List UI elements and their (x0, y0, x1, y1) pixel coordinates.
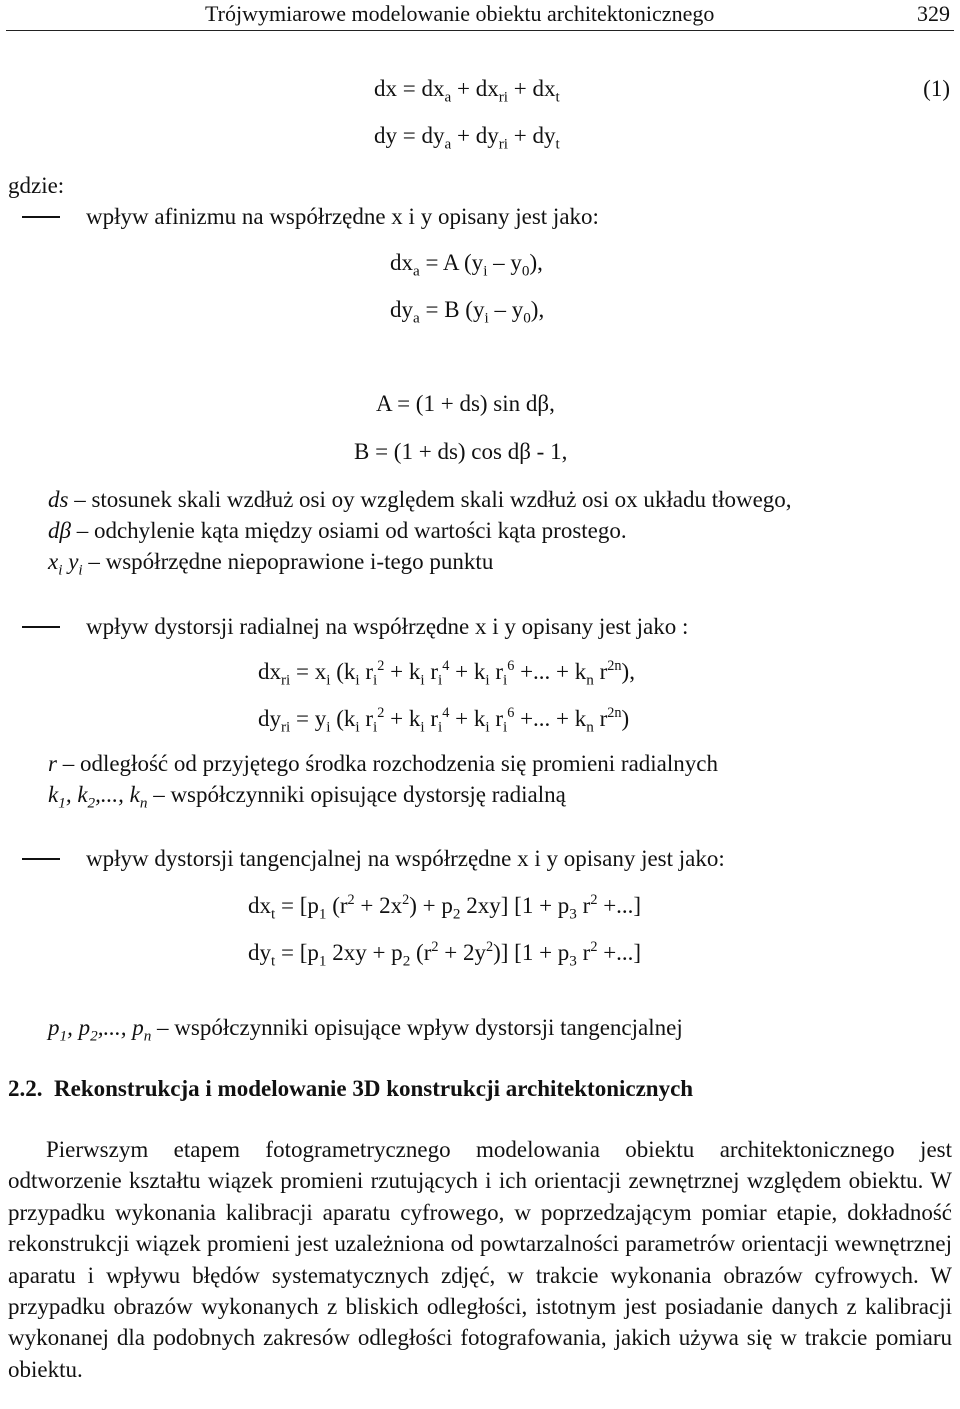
bullet-radial: wpływ dystorsji radialnej na współrzędne x i y opisany jest jako : (86, 614, 689, 639)
body-paragraph: Pierwszym etapem fotogrametrycznego modelowania obiektu architektonicznego jest odtworzenie kształtu wiązek promieni rzutujących i ich orientacji zewnętrznej względem obiektu. W przypadku wykonania kalibracji aparatu cyfrowego, w poprzedzającym pomiar etapie, dokładność rekonstrukcji wiązek promieni jest uzależniona od powtarzalności parametrów orientacji wewnętrznej aparatu i wpływu błędów systematycznych zdjęć, w trakcie wykonania obrazów cyfrowych. W przypadku obrazów wykonanych z bliskich odległości, istotnym jest posiadanie danych z kalibracji wykonanej dla podobnych zakresów odległości fotografowania, jakich używa się w trakcie pomiaru obiektu. (8, 1137, 952, 1382)
equation-dy-radial: $dy_{ri} = y_i$ ($k_i$ $r_i^2 + k_i$ $r_i^4 + k_i$ $r_i^6$ +... + $k_n$ $r^{2n}$) (258, 705, 630, 736)
equation-dx-total: dx = $dx_a + dx_{ri} + dx_t$ (374, 76, 560, 106)
equation-number: (1) (923, 76, 950, 101)
equation-dy-tangential: $dy_t = [p_1$ $2xy + p_2$ $(r^2 + 2y^2)$] [$1 + p_3$ $r^2$ +...] (248, 939, 642, 970)
bullet-dash (22, 858, 60, 860)
equation-dxa: $dx_a = A$ $(y_i - y_0)$, (390, 250, 543, 280)
section-heading: 2.2. Rekonstrukcja i modelowanie 3D konstrukcji architektonicznych (8, 1076, 694, 1101)
equation-dx-tangential: $dx_t = [p_1$ $(r^2 + 2x^2) + p_2$ 2xy] [$1 + p_3$ $r^2$ +...] (248, 892, 642, 923)
definition-p: $p_1$, $p_2$,..., $p_n$ – współczynniki opisujące wpływ dystorsji tangencjalnej (48, 1015, 683, 1045)
gdzie-label: gdzie: (8, 173, 65, 198)
equation-dya: $dy_a = B$ $(y_i - y_0)$, (390, 297, 545, 327)
equation-dy-total: dy = $dy_a + dy_{ri} + dy_t$ (374, 123, 560, 153)
equation-A: A = (1 + ds) sin dβ, (376, 391, 555, 416)
bullet-dash (22, 626, 60, 628)
definition-ds: ds – stosunek skali wzdłuż osi oy względem skali wzdłuż osi ox układu tłowego, (48, 487, 792, 512)
bullet-tangential: wpływ dystorsji tangencjalnej na współrzędne x i y opisany jest jako: (86, 846, 725, 871)
definition-xi-yi: $x_i$ $y_i$ – współrzędne niepoprawione i-tego punktu (48, 549, 494, 579)
equation-B: B = (1 + ds) cos dβ - 1, (354, 439, 568, 464)
running-header-title: Trójwymiarowe modelowanie obiektu architektonicznego (205, 1, 715, 26)
definition-r: r – odległość od przyjętego środka rozchodzenia się promieni radialnych (48, 751, 718, 776)
page-number: 329 (917, 1, 950, 26)
equation-dx-radial: $dx_{ri} = x_i$ ($k_i$ $r_i^2 + k_i$ $r_i^4 + k_i$ $r_i^6$ +... + $k_n$ $r^{2n}$), (258, 658, 635, 689)
bullet-affinity: wpływ afinizmu na współrzędne x i y opisany jest jako: (86, 204, 599, 229)
definition-k: $k_1$, $k_2$,..., $k_n$ – współczynniki opisujące dystorsję radialną (48, 782, 566, 812)
header-rule (6, 30, 954, 31)
bullet-dash (22, 216, 60, 218)
definition-dbeta: dβ – odchylenie kąta między osiami od wartości kąta prostego. (48, 518, 627, 543)
